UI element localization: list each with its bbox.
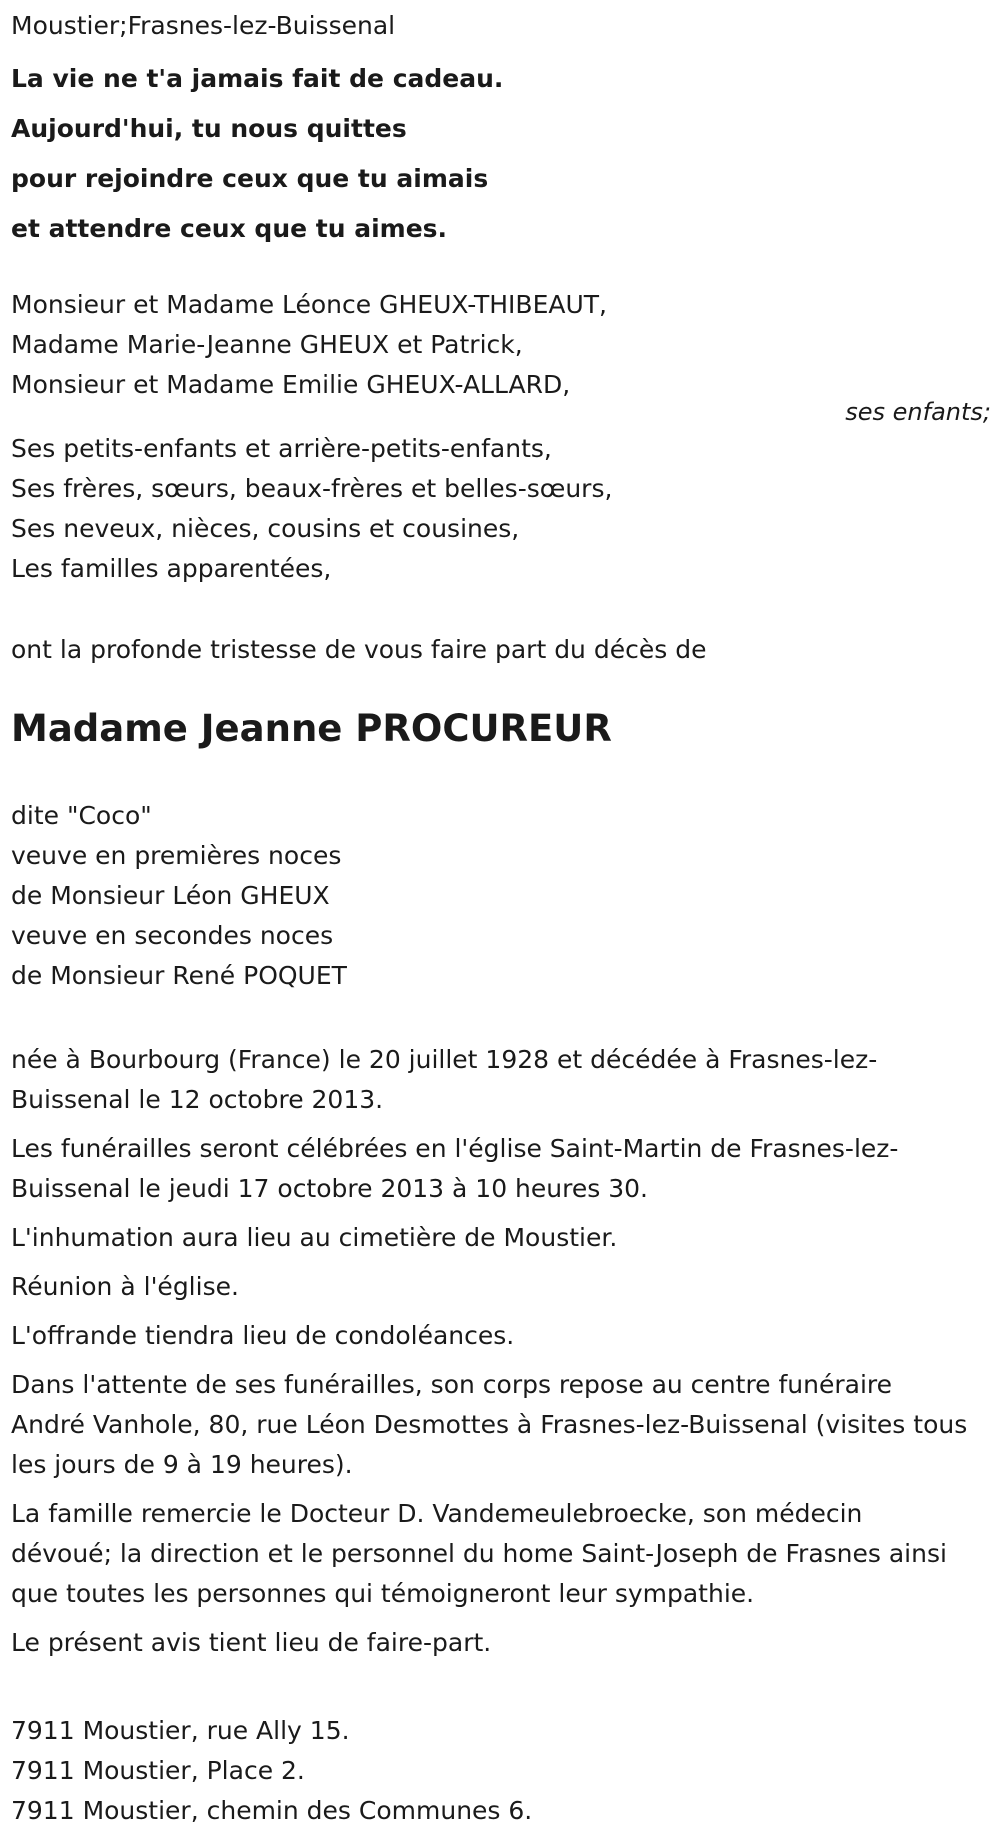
poem <box>11 54 503 254</box>
thanks-paragraph: La famille remercie le Docteur D. Vandemeulebroecke, son médecin dévoué; la direction et le personnel du home Saint-Joseph de Frasnes ainsi que toutes les personnes qui témoigneront leur sympathie. <box>11 1499 947 1608</box>
relative-entry: Ses petits-enfants et arrière-petits-enfants, <box>11 434 552 463</box>
offering-paragraph: L'offrande tiendra lieu de condoléances. <box>11 1321 515 1350</box>
child-entry: Madame Marie-Jeanne GHEUX et Patrick, <box>11 330 523 359</box>
notice-body <box>11 1040 971 1672</box>
poem-line: et attendre ceux que tu aimes. <box>11 214 448 243</box>
meeting-paragraph: Réunion à l'église. <box>11 1272 239 1301</box>
poem-line: La vie ne t'a jamais fait de cadeau. <box>11 64 504 93</box>
announcement: ont la profonde tristesse de vous faire part du décès de <box>11 635 707 664</box>
detail-line: de Monsieur René POQUET <box>11 961 347 990</box>
notice-paragraph: Le présent avis tient lieu de faire-part. <box>11 1628 492 1657</box>
visitation-paragraph: Dans l'attente de ses funérailles, son corps repose au centre funéraire André Vanhole, 80, rue Léon Desmottes à Frasnes-lez-Buissenal (visites tous les jours de 9 à 19 heures). <box>11 1370 968 1479</box>
funeral-paragraph: Les funérailles seront célébrées en l'église Saint-Martin de Frasnes-lez-Buissenal le jeudi 17 octobre 2013 à 10 heures 30. <box>11 1134 899 1203</box>
detail-line: veuve en premières noces <box>11 841 342 870</box>
address-line: 7911 Moustier, chemin des Communes 6. <box>11 1796 533 1825</box>
address-line: 7911 Moustier, rue Ally 15. <box>11 1716 350 1745</box>
detail-line: de Monsieur Léon GHEUX <box>11 881 330 910</box>
detail-line: dite "Coco" <box>11 801 152 830</box>
child-entry: Monsieur et Madame Léonce GHEUX-THIBEAUT, <box>11 290 607 319</box>
child-entry: Monsieur et Madame Emilie GHEUX-ALLARD, <box>11 370 571 399</box>
addresses <box>11 1711 532 1831</box>
relative-entry: Ses frères, sœurs, beaux-frères et belles-sœurs, <box>11 474 613 503</box>
location-header: Moustier;Frasnes-lez-Buissenal <box>11 11 396 40</box>
children-list <box>11 285 607 405</box>
deceased-name: Madame Jeanne PROCUREUR <box>11 707 612 750</box>
relative-entry: Les familles apparentées, <box>11 554 332 583</box>
poem-line: Aujourd'hui, tu nous quittes <box>11 114 407 143</box>
deceased-details <box>11 796 347 996</box>
poem-line: pour rejoindre ceux que tu aimais <box>11 164 489 193</box>
birth-death-paragraph: née à Bourbourg (France) le 20 juillet 1928 et décédée à Frasnes-lez-Buissenal le 12 octobre 2013. <box>11 1045 878 1114</box>
burial-paragraph: L'inhumation aura lieu au cimetière de Moustier. <box>11 1223 618 1252</box>
relatives-list <box>11 429 612 589</box>
children-label: ses enfants; <box>845 398 991 426</box>
relative-entry: Ses neveux, nièces, cousins et cousines, <box>11 514 520 543</box>
address-line: 7911 Moustier, Place 2. <box>11 1756 305 1785</box>
detail-line: veuve en secondes noces <box>11 921 334 950</box>
